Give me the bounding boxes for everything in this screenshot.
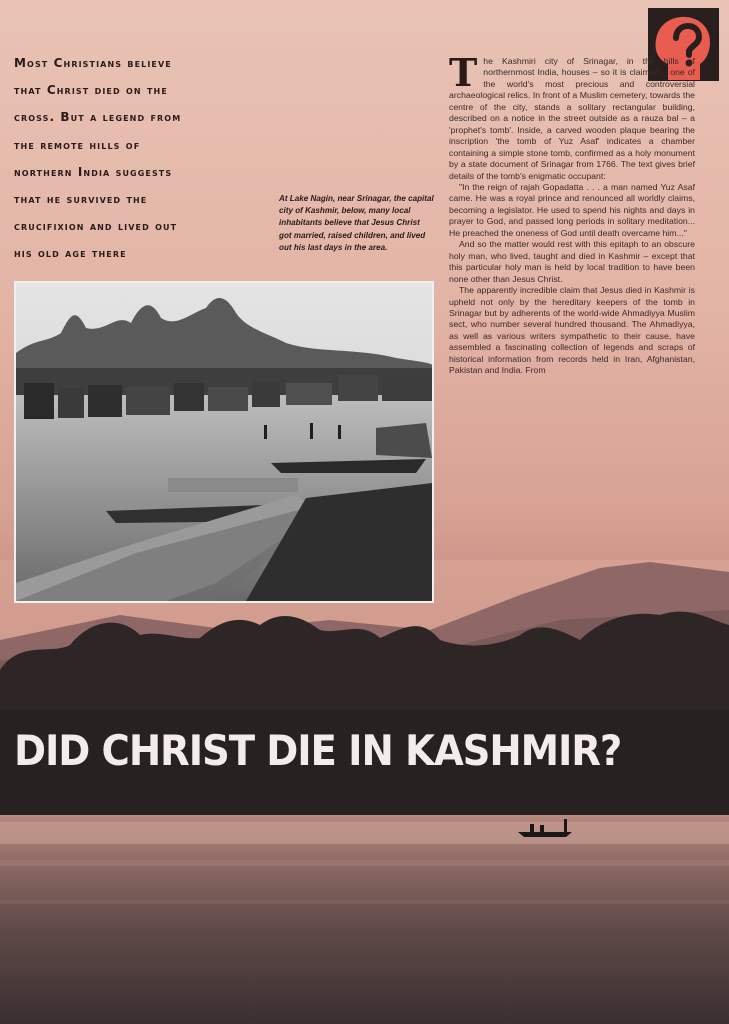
article-paragraph: The apparently incredible claim that Jesus died in Kashmir is upheld not only by the hereditary keepers of the tomb in Srinagar but by adherents of the world-wide Ahmadiyya Muslim sect, who number several hundred thousand. The Ahmadiyya, as well as various writers sympathetic to their cause, have assembled a fascinating collection of legends and scraps of historical information from records held in Iran, Afghanistan, Pakistan and India. From	[449, 285, 695, 376]
intro-line: crucifixion and lived out	[14, 219, 178, 234]
photo-caption: At Lake Nagin, near Srinagar, the capital city of Kashmir, below, many local inhabitants believe that Jesus Christ got married, raised children, and lived out his last days in the area.	[279, 194, 434, 252]
drop-cap: T	[449, 50, 478, 95]
article-paragraph: And so the matter would rest with this epitaph to an obscure holy man, who lived, taught and died in Kashmir – except that this particular holy man is held by local tradition to have been none other than Jesus Christ.	[449, 239, 695, 284]
intro-line: that he survived the	[14, 192, 148, 207]
intro-line: his old age there	[14, 246, 127, 261]
intro-line: cross. But a legend from	[14, 110, 182, 125]
intro-line: Most Christians believe	[14, 56, 172, 70]
article-paragraph: "In the reign of rajah Gopadatta . . . a man named Yuz Asaf came. He was a royal prince and renounced all worldly claims, becoming a legislator. He used to spend his nights and days in prayer to God, and passed long periods in solitary meditation... He preached the oneness of God until death overcame him..."	[449, 181, 695, 238]
article-paragraph: The Kashmiri city of Srinagar, in the hills of northernmost India, houses – so it is claimed – one of the world's most precious and controversial archaeological relics. In front of a Muslim cemetery, towards the centre of the city, stands a solitary rectangular building, described on a notice in the street outside as a rauza bal – a 'prophet's tomb'. Inside, a carved wooden plaque bearing the inscription 'the tomb of Yuz Asaf' indicates a chamber containing a simple stone tomb, confirmed as a holy monument by a state document of Srinagar from 1766. The text gives brief details of the tomb's enigmatic occupant:	[449, 50, 695, 181]
article-body	[449, 50, 695, 377]
intro-standfirst	[14, 50, 264, 268]
article-headline: DID CHRIST DIE IN KASHMIR?	[14, 726, 622, 775]
houseboat-photo	[14, 281, 434, 603]
intro-line: the remote hills of	[14, 137, 141, 152]
lake-landscape-photo	[0, 560, 729, 1024]
intro-line: northern India suggests	[14, 164, 173, 179]
intro-line: that Christ died on the	[14, 83, 168, 98]
